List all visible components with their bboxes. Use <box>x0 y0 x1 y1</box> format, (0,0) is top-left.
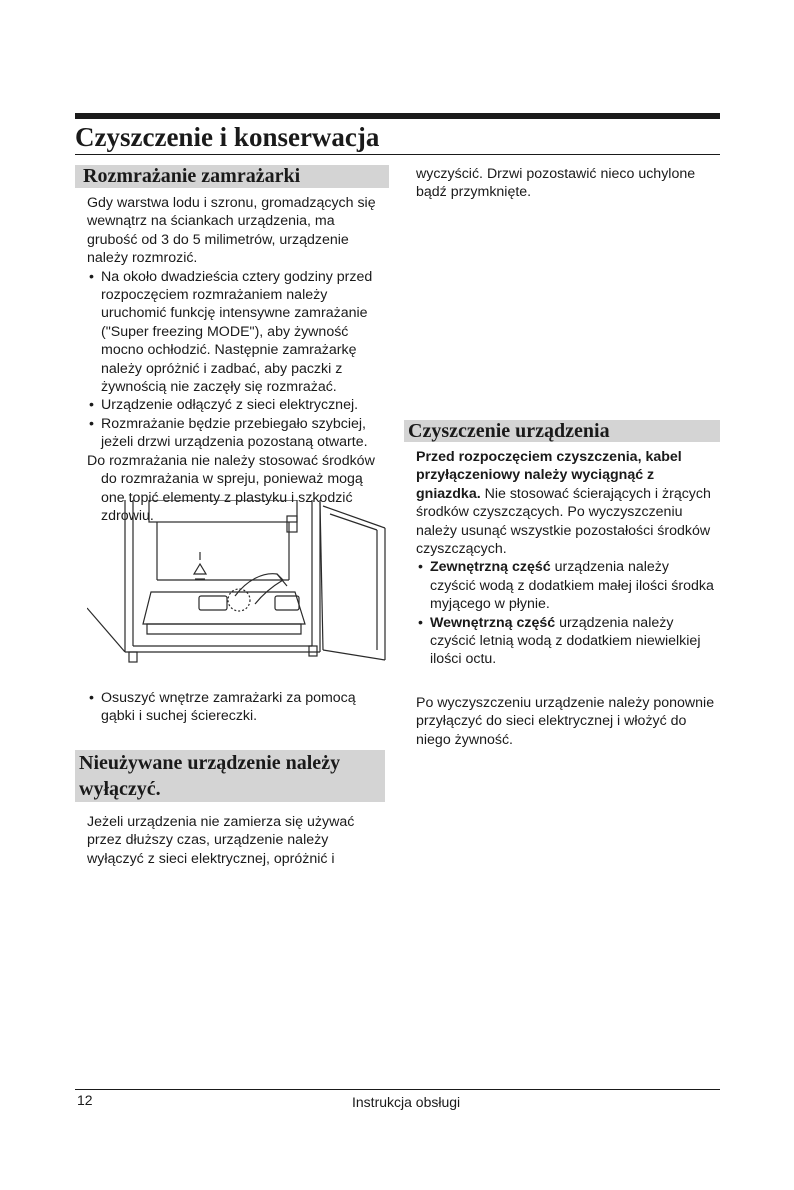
defrost-bullet: • Na około dwadzieścia cztery godziny przed rozpoczęciem rozmrażaniem należy uruchomić funkcję intensywne zamrażanie ("Super freezing MODE"), aby żywność mocno ochłodzić. Następnie zamrażarkę należy opróżnić i zadbać, aby paczki z żywnością nie zaczęły się rozmrażać. <box>87 268 387 397</box>
footer-title: Instrukcja obsługi <box>352 1094 461 1110</box>
cleaning-heading: Czyszczenie urządzenia <box>404 420 720 442</box>
cleaning-bullet-bold: Wewnętrzną część <box>430 614 556 631</box>
defrost-dry-bullet: • Osuszyć wnętrze zamrażarki za pomocą gąbki i suchej ściereczki. <box>87 689 387 726</box>
cleaning-intro-rest: Nie stosować ścierających i żrących środków czyszczących. Po wyczyszczeniu należy usunąć wszystkie pozostałości środków czyszczących. <box>416 485 711 558</box>
cleaning-bullet-rest: urządzenia należy czyścić wodą z dodatkiem małej ilości środka myjącego w płynie. <box>430 559 714 613</box>
defrost-intro: Gdy warstwa lodu i szronu, gromadzących się wewnątrz na ściankach urządzenia, ma grubość od 3 do 5 milimetrów, urządzenie należy rozmrozić. <box>87 195 376 267</box>
cleaning-body <box>416 448 718 669</box>
title-top-bar <box>75 113 720 119</box>
unused-heading <box>75 750 385 802</box>
defrost-spray-warning: Do rozmrażania nie należy stosować środków do rozmrażania w spreju, ponieważ mogą one topić elementy z plastyku i szkodzić zdrowiu. <box>87 452 375 524</box>
cleaning-bullet <box>416 558 718 613</box>
page-title: Czyszczenie i konserwacja <box>75 122 380 152</box>
defrost-drying-note <box>87 689 387 726</box>
unused-heading-line: Nieużywane urządzenie należy <box>79 752 341 774</box>
cleaning-bullet-bold: Zewnętrzną część <box>430 559 551 576</box>
defrost-continuation <box>416 165 716 202</box>
unused-body <box>87 813 387 868</box>
footer-rule <box>75 1089 720 1090</box>
defrost-bullet: • Rozmrażanie będzie przebiegało szybciej, jeżeli drzwi urządzenia pozostaną otwarte. <box>87 415 387 452</box>
defrost-bullet: • Urządzenie odłączyć z sieci elektrycznej. <box>87 396 387 414</box>
cleaning-intro-bold: Przed rozpoczęciem czyszczenia, kabel przyłączeniowy należy wyciągnąć z gniazdka. <box>416 449 682 502</box>
cleaning-bullet <box>416 614 718 669</box>
page-number: 12 <box>77 1092 93 1108</box>
cleaning-bullet-rest: urządzenia należy czyścić letnią wodą z dodatkiem niewielkiej ilości octu. <box>430 614 701 668</box>
title-underline <box>75 154 720 155</box>
cleaning-after <box>416 694 716 749</box>
cleaning-intro <box>416 448 718 558</box>
defrost-bullet-list <box>87 268 387 452</box>
cleaning-bullet-list <box>416 558 718 668</box>
defrost-continuation-text: wyczyścić. Drzwi pozostawić nieco uchylone bądź przymknięte. <box>416 166 696 201</box>
unused-text: Jeżeli urządzenia nie zamierza się używać przez dłuższy czas, urządzenie należy wyłączyć z sieci elektrycznej, opróżnić i <box>87 814 355 867</box>
defrost-heading: Rozmrażanie zamrażarki <box>75 165 389 188</box>
defrost-body <box>87 194 387 525</box>
cleaning-after-text: Po wyczyszczeniu urządzenie należy ponownie przyłączyć do sieci elektrycznej i włożyć do niego żywność. <box>416 695 715 748</box>
unused-heading-line: wyłączyć. <box>79 778 161 800</box>
freezer-defrost-illustration <box>87 500 389 670</box>
